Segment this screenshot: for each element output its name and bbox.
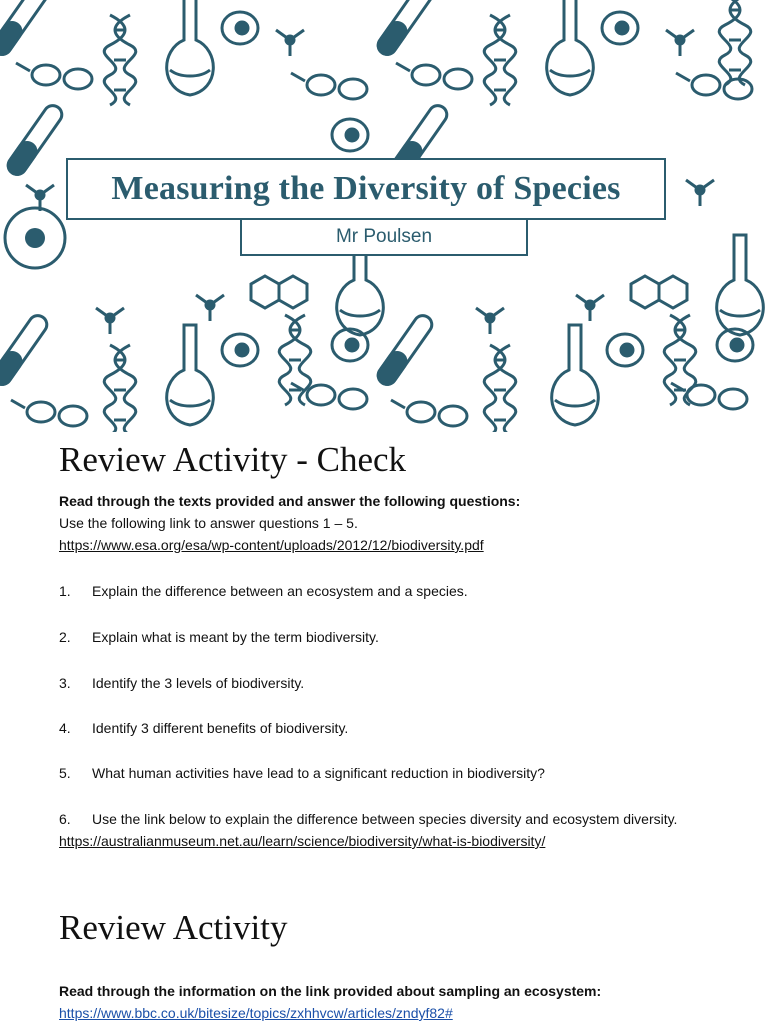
australian-museum-link[interactable]: https://australianmuseum.net.au/learn/science/biodiversity/what-is-biodiversity/: [59, 833, 546, 849]
question-number: 5.: [59, 765, 71, 781]
question-text: Explain the difference between an ecosystem and a species.: [92, 583, 468, 599]
question-number: 4.: [59, 720, 71, 736]
question-list: [59, 580, 749, 830]
question-number: 2.: [59, 629, 71, 645]
document-body: [59, 436, 749, 1024]
esa-link[interactable]: https://www.esa.org/esa/wp-content/uploads/2012/12/biodiversity.pdf: [59, 537, 484, 553]
intro-text: Use the following link to answer questions 1 – 5.: [59, 515, 358, 531]
document-title: Measuring the Diversity of Species: [111, 170, 621, 207]
subtitle-box: [240, 218, 528, 256]
title-banner: [0, 0, 768, 432]
question-number: 6.: [59, 811, 71, 827]
author-name: Mr Poulsen: [335, 226, 433, 247]
instruction-text: Read through the texts provided and answer the following questions:: [59, 493, 521, 509]
bbc-bitesize-link[interactable]: https://www.bbc.co.uk/bitesize/topics/zxhhvcw/articles/zndyf82#: [59, 1005, 453, 1021]
question-text: Explain what is meant by the term biodiversity.: [92, 629, 379, 645]
sampling-instruction-text: Read through the information on the link provided about sampling an ecosystem:: [59, 983, 602, 999]
question-text: What human activities have lead to a significant reduction in biodiversity?: [92, 765, 545, 781]
list-item: [59, 626, 749, 648]
question-text: Identify the 3 levels of biodiversity.: [92, 675, 305, 691]
question-number: 3.: [59, 675, 71, 691]
list-item: [59, 672, 749, 694]
list-item: [59, 580, 749, 602]
list-item: [59, 717, 749, 739]
question-number: 1.: [59, 583, 71, 599]
title-box: [66, 158, 666, 220]
section-heading-review: Review Activity: [59, 908, 288, 947]
list-item: [59, 808, 749, 830]
question-text: Use the link below to explain the difference between species diversity and ecosystem diversity.: [92, 811, 678, 827]
question-text: Identify 3 different benefits of biodiversity.: [92, 720, 349, 736]
section-heading-review-check: Review Activity - Check: [59, 440, 407, 479]
list-item: [59, 762, 749, 784]
